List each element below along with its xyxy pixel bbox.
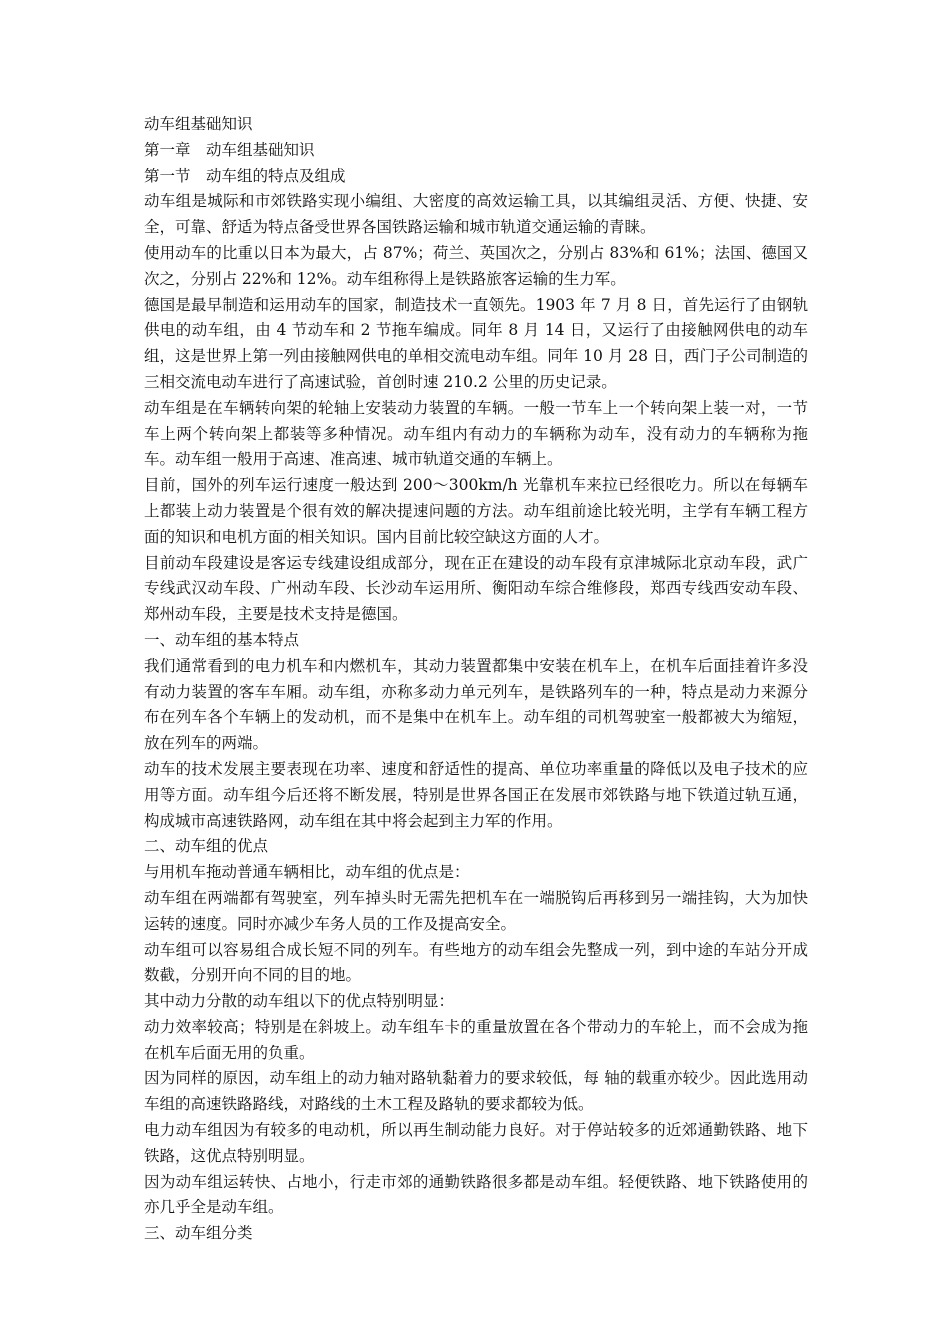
paragraph-development: 动车的技术发展主要表现在功率、速度和舒适性的提高、单位功率重量的降低以及电子技术的应用等方面。动车组今后还将不断发展，特别是世界各国正在发展市郊铁路与地下铁道过轨互通，构成城市高速铁路网，动车组在其中将会起到主力军的作用。 — [144, 759, 808, 830]
section-heading: 第一节 动车组的特点及组成 — [144, 166, 346, 185]
paragraph-advantages-intro: 与用机车拖动普通车辆相比，动车组的优点是： — [144, 863, 470, 882]
paragraph-advantage-cabs: 动车组在两端都有驾驶室，列车掉头时无需先把机车在一端脱钩后再移到另一端挂钩，大为加快运转的速度。同时亦减少车务人员的工作及提高安全。 — [144, 888, 808, 933]
document-title: 动车组基础知识 — [144, 115, 253, 133]
document-page — [144, 112, 808, 1247]
paragraph-depots: 目前动车段建设是客运专线建设组成部分，现在正在建设的动车段有京津城际北京动车段，武广专线武汉动车段、广州动车段、长沙动车运用所、衡阳动车综合维修段，郑西专线西安动车段、郑州动车段，主要是技术支持是德国。 — [144, 553, 808, 624]
subheading-classification: 三、动车组分类 — [144, 1224, 253, 1243]
paragraph-intro: 动车组是城际和市郊铁路实现小编组、大密度的高效运输工具，以其编组灵活、方便、快捷、安全，可靠、舒适为特点备受世界各国铁路运输和城市轨道交通运输的青睐。 — [144, 192, 808, 237]
paragraph-advantage-efficiency: 动力效率较高；特别是在斜坡上。动车组车卡的重量放置在各个带动力的车轮上，而不会成为拖在机车后面无用的负重。 — [144, 1017, 808, 1062]
paragraph-germany-history: 德国是最早制造和运用动车的国家，制造技术一直领先。1903 年 7 月 8 日，首先运行了由钢轨供电的动车组，由 4 节动车和 2 节拖车编成。同年 8 月 14 日，又运行了由接触网供电的动车组，这是世界上第一列由接触网供电的单相交流电动车组。同年 10 月 28 日，西门子公司制造的三相交流电动车进行了高速试验，首创时速 210.2 公里的历史记录。 — [144, 295, 808, 391]
paragraph-advantage-adhesion: 因为同样的原因，动车组上的动力轴对路轨黏着力的要求较低，每 轴的载重亦较少。因此选用动车组的高速铁路路线，对路线的土木工程及路轨的要求都较为低。 — [144, 1069, 808, 1114]
paragraph-advantage-regen: 电力动车组因为有较多的电动机，所以再生制动能力良好。对于停站较多的近郊通勤铁路、地下铁路，这优点特别明显。 — [144, 1121, 808, 1165]
paragraph-speed: 目前，国外的列车运行速度一般达到 200～300km/h 光靠机车来拉已经很吃力。所以在每辆车上都装上动力装置是个很有效的解决提速问题的方法。动车组前途比较光明，主学有车辆工程方面的知识和电机方面的相关知识。国内目前比较空缺这方面的人才。 — [144, 476, 808, 546]
paragraph-basic-features: 我们通常看到的电力机车和内燃机车，其动力装置都集中安装在机车上，在机车后面挂着许多没有动力装置的客车车厢。动车组，亦称多动力单元列车，是铁路列车的一种，特点是动力来源分布在列车各个车辆上的发动机，而不是集中在机车上。动车组的司机驾驶室一般都被大为缩短，放在列车的两端。 — [144, 656, 808, 753]
chapter-heading: 第一章 动车组基础知识 — [144, 140, 315, 159]
paragraph-usage-ratio: 使用动车的比重以日本为最大，占 87%；荷兰、英国次之，分别占 83%和 61%；法国、德国又次之，分别占 22%和 12%。动车组称得上是铁路旅客运输的生力军。 — [144, 243, 808, 288]
paragraph-advantage-coupling: 动车组可以容易组合成长短不同的列车。有些地方的动车组会先整成一列，到中途的车站分开成数截，分别开向不同的目的地。 — [144, 940, 808, 985]
paragraph-definition: 动车组是在车辆转向架的轮轴上安装动力装置的车辆。一般一节车上一个转向架上装一对，一节车上两个转向架上都装等多种情况。动车组内有动力的车辆称为动车，没有动力的车辆称为拖车。动车组一般用于高速、准高速、城市轨道交通的车辆上。 — [144, 398, 808, 469]
paragraph-advantage-commuter: 因为动车组运转快、占地小，行走市郊的通勤铁路很多都是动车组。轻便铁路、地下铁路使用的亦几乎全是动车组。 — [144, 1172, 808, 1217]
paragraph-distributed-intro: 其中动力分散的动车组以下的优点特别明显： — [144, 992, 455, 1011]
subheading-advantages: 二、动车组的优点 — [144, 837, 269, 856]
subheading-basic-features: 一、动车组的基本特点 — [144, 630, 300, 649]
